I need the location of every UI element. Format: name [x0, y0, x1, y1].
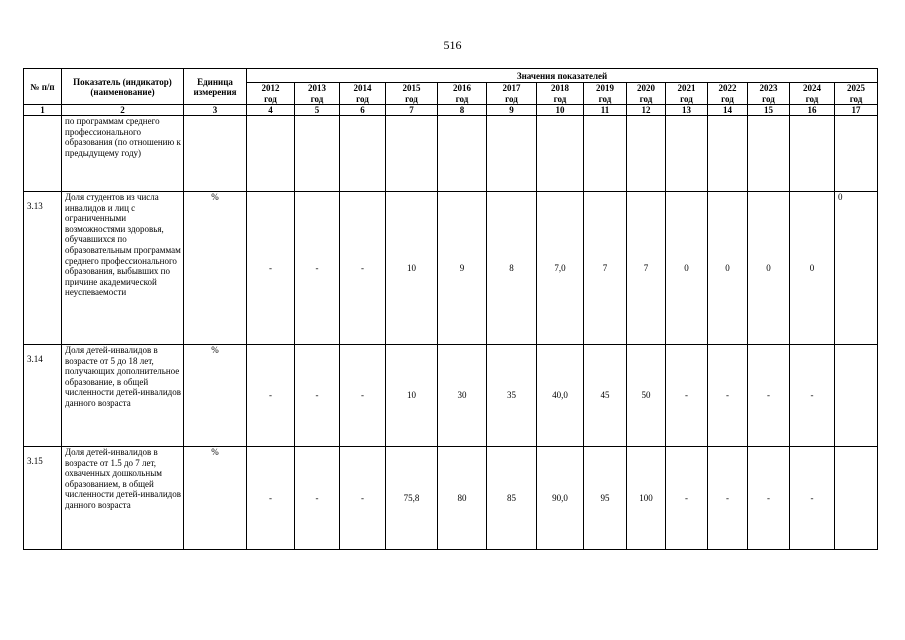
row-value: -: [295, 192, 340, 345]
row-value: -: [295, 345, 340, 447]
column-number: 4: [247, 105, 295, 116]
row-value: 0: [835, 192, 878, 345]
year-unit-label: год: [639, 93, 653, 104]
row-value: 45: [584, 345, 627, 447]
row-value: [487, 116, 537, 192]
year-unit-label: год: [310, 93, 324, 104]
row-value: [295, 116, 340, 192]
year-unit-label: год: [553, 93, 567, 104]
column-number: 9: [487, 105, 537, 116]
year-label: 2022: [718, 83, 737, 93]
row-value: [438, 116, 487, 192]
year-label: 2014: [353, 83, 372, 93]
header-year: [537, 83, 584, 105]
row-unit: [184, 116, 247, 192]
header-values-group: Значения показателей: [247, 69, 878, 83]
column-number: 13: [666, 105, 708, 116]
row-value: 0: [748, 192, 790, 345]
header-year: [247, 83, 295, 105]
row-value: [790, 116, 835, 192]
year-label: 2021: [677, 83, 696, 93]
row-value: 35: [487, 345, 537, 447]
row-value: 0: [708, 192, 748, 345]
row-value: -: [666, 447, 708, 550]
row-value: -: [295, 447, 340, 550]
year-unit-label: год: [264, 93, 277, 104]
year-label: 2025: [847, 83, 866, 93]
header-year: [340, 83, 386, 105]
row-value: [627, 116, 666, 192]
year-unit-label: год: [505, 93, 518, 104]
row-value: 80: [438, 447, 487, 550]
row-value: -: [790, 447, 835, 550]
row-value: 90,0: [537, 447, 584, 550]
row-code: [24, 116, 62, 192]
year-unit-label: год: [805, 93, 819, 104]
column-number: 1: [24, 105, 62, 116]
row-value: [835, 345, 878, 447]
row-value: [584, 116, 627, 192]
row-value: -: [790, 345, 835, 447]
year-unit-label: год: [455, 93, 469, 104]
row-value: -: [666, 345, 708, 447]
year-unit-label: год: [849, 93, 863, 104]
column-number: 6: [340, 105, 386, 116]
indicators-table: [23, 68, 878, 550]
column-number: 15: [748, 105, 790, 116]
row-value: 50: [627, 345, 666, 447]
header-year: [584, 83, 627, 105]
year-label: 2012: [261, 83, 280, 93]
column-number: 17: [835, 105, 878, 116]
header-year: [835, 83, 878, 105]
year-label: 2016: [453, 83, 471, 93]
header-year: [386, 83, 438, 105]
year-unit-label: год: [598, 93, 612, 104]
row-value: 9: [438, 192, 487, 345]
year-unit-label: год: [721, 93, 734, 104]
column-number: 3: [184, 105, 247, 116]
year-label: 2018: [551, 83, 569, 93]
year-unit-label: год: [762, 93, 775, 104]
header-unit: Единица измерения: [184, 69, 247, 105]
row-value: 95: [584, 447, 627, 550]
row-value: 40,0: [537, 345, 584, 447]
header-year: [438, 83, 487, 105]
row-value: 10: [386, 192, 438, 345]
table-row: [24, 116, 878, 192]
row-value: 30: [438, 345, 487, 447]
row-value: -: [708, 345, 748, 447]
row-value: [247, 116, 295, 192]
row-value: [537, 116, 584, 192]
column-number: 12: [627, 105, 666, 116]
row-value: 100: [627, 447, 666, 550]
row-value: 7,0: [537, 192, 584, 345]
year-label: 2017: [502, 83, 521, 93]
row-value: 10: [386, 345, 438, 447]
year-label: 2023: [759, 83, 778, 93]
row-value: 0: [666, 192, 708, 345]
row-value: 85: [487, 447, 537, 550]
header-indicator: Показатель (индикатор) (наименование): [62, 69, 184, 105]
column-number: 7: [386, 105, 438, 116]
row-unit: %: [184, 345, 247, 447]
row-unit: %: [184, 192, 247, 345]
year-unit-label: год: [680, 93, 693, 104]
table-row: [24, 345, 878, 447]
row-value: -: [340, 447, 386, 550]
column-number: 2: [62, 105, 184, 116]
year-unit-label: год: [356, 93, 369, 104]
column-number: 10: [537, 105, 584, 116]
column-number: 16: [790, 105, 835, 116]
row-value: [835, 447, 878, 550]
row-value: [835, 116, 878, 192]
column-number: 5: [295, 105, 340, 116]
row-value: -: [247, 447, 295, 550]
row-indicator-name: Доля детей-инвалидов в возрасте от 1.5 до 7 лет, охваченных дошкольным образованием, в общей численности детей-инвалидов данного возраста: [62, 447, 184, 550]
row-value: -: [340, 345, 386, 447]
row-value: [708, 116, 748, 192]
year-unit-label: год: [405, 93, 418, 104]
table-row: [24, 447, 878, 550]
column-number: 11: [584, 105, 627, 116]
header-year: [708, 83, 748, 105]
row-value: -: [748, 447, 790, 550]
row-indicator-name: по программам среднего профессионального образования (по отношению к предыдущему году): [62, 116, 184, 192]
row-code: 3.13: [24, 192, 62, 345]
year-label: 2013: [308, 83, 326, 93]
header-year: [666, 83, 708, 105]
row-indicator-name: Доля студентов из числа инвалидов и лиц с ограниченными возможностями здоровья, обучавшихся по образовательным программам среднего профессионального образования, выбывших по причине академической неуспеваемости: [62, 192, 184, 345]
row-value: -: [340, 192, 386, 345]
table-row: [24, 192, 878, 345]
row-value: [386, 116, 438, 192]
row-value: [748, 116, 790, 192]
header-row-top: [24, 69, 878, 83]
row-value: [666, 116, 708, 192]
row-value: 75,8: [386, 447, 438, 550]
header-number: № п/п: [24, 69, 62, 105]
row-code: 3.15: [24, 447, 62, 550]
column-number: 14: [708, 105, 748, 116]
header-year: [790, 83, 835, 105]
row-code: 3.14: [24, 345, 62, 447]
row-unit: %: [184, 447, 247, 550]
header-year: [487, 83, 537, 105]
row-value: 8: [487, 192, 537, 345]
row-value: 7: [584, 192, 627, 345]
header-year: [748, 83, 790, 105]
year-label: 2024: [803, 83, 821, 93]
row-value: -: [247, 192, 295, 345]
row-value: 0: [790, 192, 835, 345]
row-value: -: [708, 447, 748, 550]
row-value: 7: [627, 192, 666, 345]
column-numbers-row: [24, 105, 878, 116]
row-value: [340, 116, 386, 192]
column-number: 8: [438, 105, 487, 116]
row-value: -: [247, 345, 295, 447]
year-label: 2020: [637, 83, 655, 93]
header-year: [627, 83, 666, 105]
page-number: 516: [443, 38, 462, 52]
year-label: 2019: [596, 83, 614, 93]
header-year: [295, 83, 340, 105]
row-value: -: [748, 345, 790, 447]
row-indicator-name: Доля детей-инвалидов в возрасте от 5 до 18 лет, получающих дополнительное образование, в общей численности детей-инвалидов данного возраста: [62, 345, 184, 447]
year-label: 2015: [402, 83, 421, 93]
